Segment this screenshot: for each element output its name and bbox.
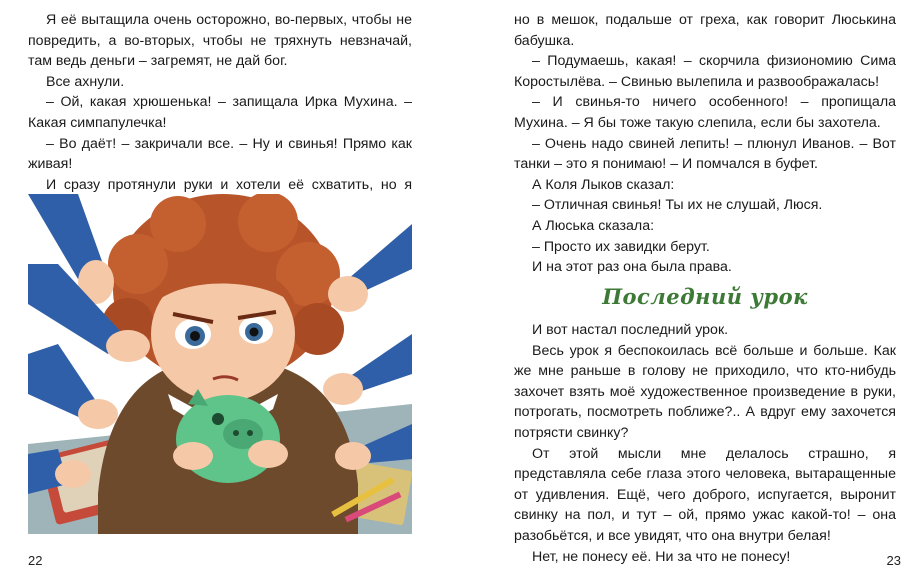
paragraph: Я её вытащила очень осторожно, во-первых, чтобы не повредить, а во-вторых, чтобы не тряхнуть невзначай, там ведь деньги – загремят, не дай бог.	[28, 12, 412, 70]
page-number-right: 23	[886, 553, 901, 568]
paragraph: А Люська сказала:	[532, 217, 655, 234]
paragraph: но в мешок, подальше от греха, как говорит Люськина бабушка.	[514, 12, 896, 49]
paragraph: И на этот раз она была права.	[532, 259, 732, 276]
paragraph: – И свинья-то ничего особенного! – пропищала Мухина. – Я бы тоже такую слепила, если бы захотела.	[514, 94, 896, 131]
left-page-text	[28, 10, 412, 216]
paragraph: – Ой, какая хрюшенька! – запищала Ирка Мухина. – Какая симпапулечка!	[28, 94, 412, 131]
paragraph: Весь урок я беспокоилась всё больше и больше. Как же мне раньше в голову не приходило, что кто-нибудь захочет взять моё художественное произведение в руки, потрогать, посмотреть поближе?.. А вдруг ему захочется потрясти свинку?	[514, 342, 896, 441]
right-page-text-top	[514, 10, 896, 278]
paragraph: А Коля Лыков сказал:	[532, 176, 675, 193]
right-page-text-bottom	[514, 320, 896, 567]
paragraph: – Подумаешь, какая! – скорчила физиономию Сима Коростылёва. – Свинью вылепила и развоображалась!	[514, 53, 896, 90]
paragraph: Нет, не понесу её. Ни за что не понесу!	[532, 548, 791, 565]
paragraph: И вот настал последний урок.	[532, 322, 729, 338]
right-page	[470, 0, 917, 582]
paragraph: – Отличная свинья! Ты их не слушай, Люся.	[532, 197, 823, 214]
paragraph: – Просто их завидки берут.	[532, 238, 710, 255]
left-page	[0, 0, 440, 582]
chapter-title: Последний урок	[602, 284, 808, 309]
paragraph: – Во даёт! – закричали все. – Ну и свинья! Прямо как живая!	[28, 135, 412, 173]
paragraph: От этой мысли мне делалось страшно, я представляла себе глаза этого человека, вытаращенные от удивления. Ещё, чего доброго, испугается, выронит свинку на пол, и тут – ой, прямо ужас какой-то! – она разобьётся, и все увидят, что она внутри белая!	[514, 445, 896, 544]
paragraph: – Очень надо свиней лепить! – плюнул Иванов. – Вот танки – это я понимаю! – И помчался в буфет.	[514, 135, 896, 173]
page-number-left: 22	[28, 553, 43, 568]
paragraph: И сразу протянули руки и хотели её схватить, но я	[46, 176, 412, 193]
illustration-girl-with-piggy-bank	[28, 194, 412, 534]
paragraph: Все ахнули.	[46, 73, 125, 90]
